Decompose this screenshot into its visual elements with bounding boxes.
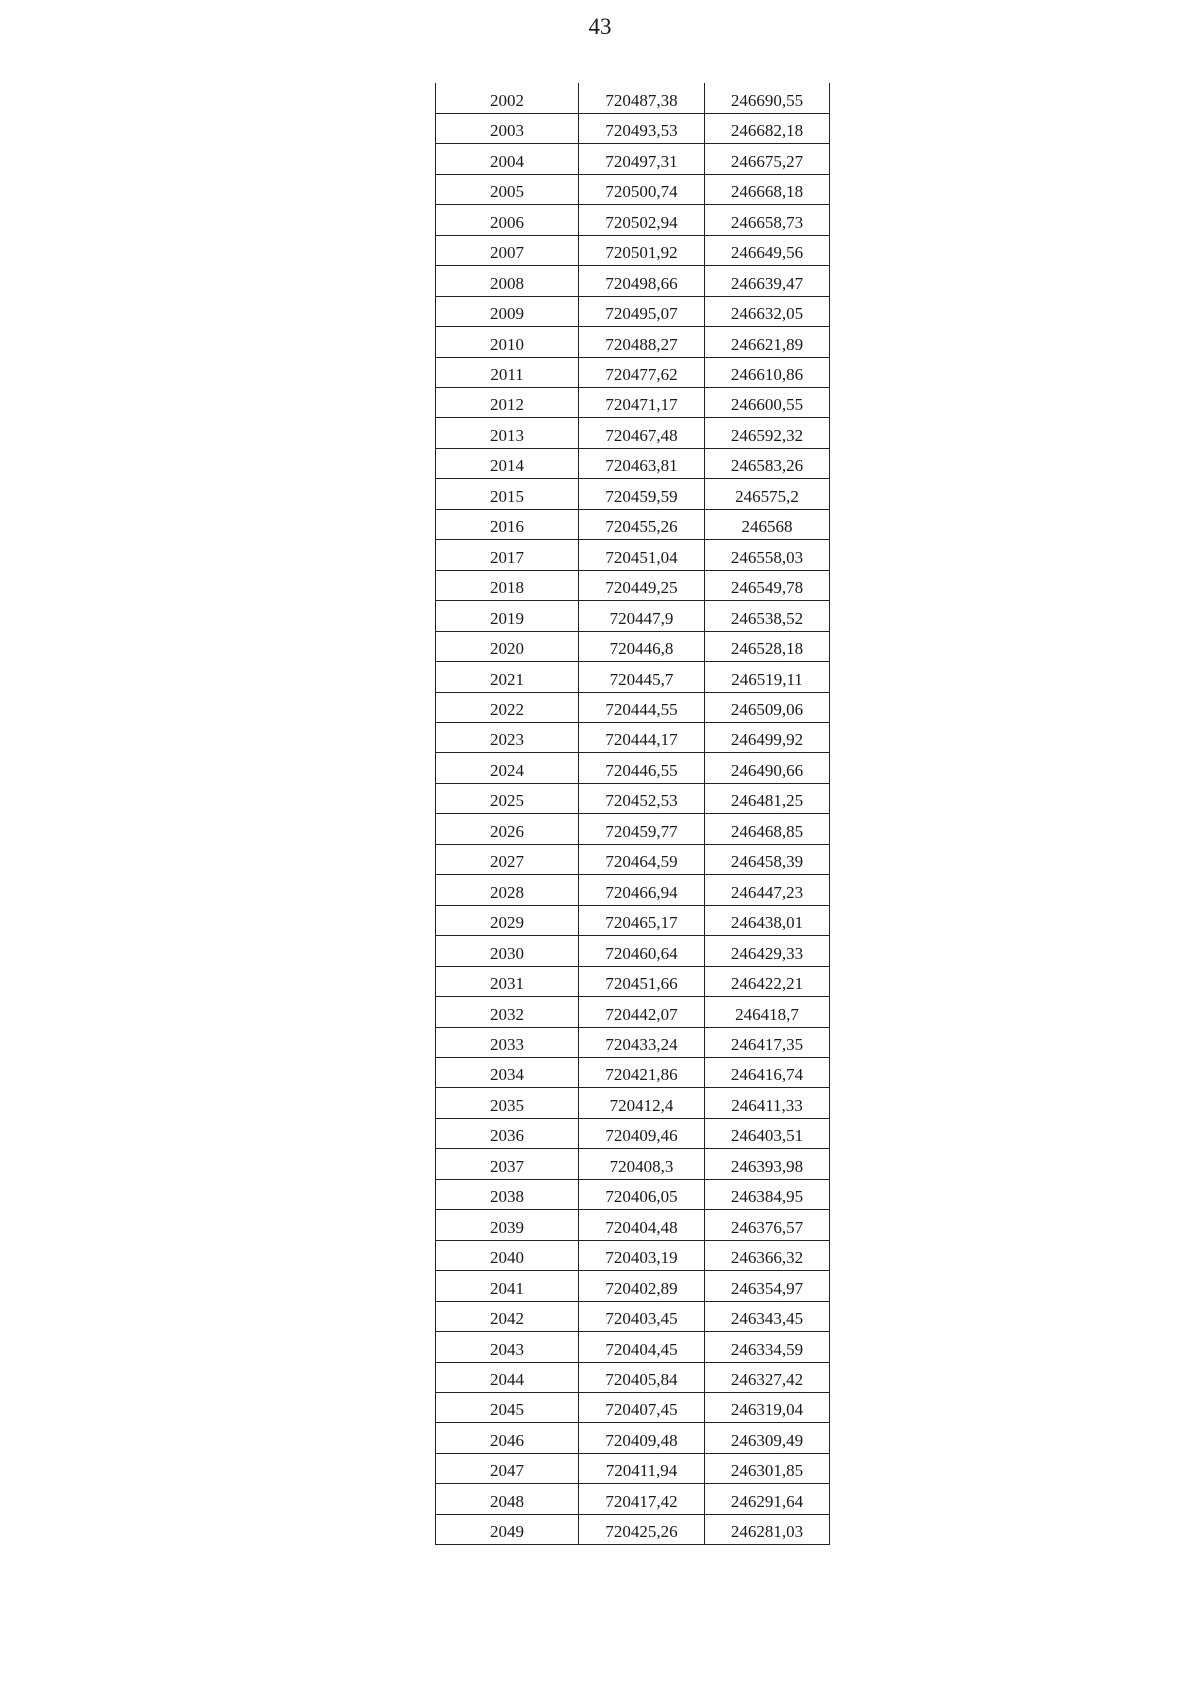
point-number-cell: 2040 <box>436 1240 579 1270</box>
x-coordinate-cell: 720403,19 <box>579 1240 705 1270</box>
x-coordinate-cell: 720446,55 <box>579 753 705 783</box>
y-coordinate-cell: 246690,55 <box>705 83 830 113</box>
x-coordinate-cell: 720459,77 <box>579 814 705 844</box>
table-row <box>436 83 830 113</box>
y-coordinate-cell: 246549,78 <box>705 570 830 600</box>
point-number-cell: 2013 <box>436 418 579 448</box>
y-coordinate-cell: 246538,52 <box>705 601 830 631</box>
table-row <box>436 601 830 631</box>
y-coordinate-cell: 246568 <box>705 509 830 539</box>
x-coordinate-cell: 720403,45 <box>579 1301 705 1331</box>
point-number-cell: 2045 <box>436 1392 579 1422</box>
table-row <box>436 113 830 143</box>
point-number-cell: 2011 <box>436 357 579 387</box>
point-number-cell: 2005 <box>436 174 579 204</box>
x-coordinate-cell: 720425,26 <box>579 1514 705 1544</box>
y-coordinate-cell: 246621,89 <box>705 327 830 357</box>
table-row <box>436 1362 830 1392</box>
y-coordinate-cell: 246301,85 <box>705 1453 830 1483</box>
point-number-cell: 2009 <box>436 296 579 326</box>
y-coordinate-cell: 246384,95 <box>705 1179 830 1209</box>
y-coordinate-cell: 246600,55 <box>705 388 830 418</box>
table-row <box>436 1088 830 1118</box>
table-row <box>436 296 830 326</box>
table-row <box>436 753 830 783</box>
point-number-cell: 2041 <box>436 1271 579 1301</box>
table-row <box>436 1332 830 1362</box>
y-coordinate-cell: 246447,23 <box>705 875 830 905</box>
table-row <box>436 1210 830 1240</box>
point-number-cell: 2038 <box>436 1179 579 1209</box>
x-coordinate-cell: 720433,24 <box>579 1027 705 1057</box>
table-row <box>436 174 830 204</box>
x-coordinate-cell: 720497,31 <box>579 144 705 174</box>
point-number-cell: 2010 <box>436 327 579 357</box>
x-coordinate-cell: 720405,84 <box>579 1362 705 1392</box>
point-number-cell: 2042 <box>436 1301 579 1331</box>
y-coordinate-cell: 246490,66 <box>705 753 830 783</box>
y-coordinate-cell: 246429,33 <box>705 936 830 966</box>
table-row <box>436 327 830 357</box>
y-coordinate-cell: 246468,85 <box>705 814 830 844</box>
table-row <box>436 448 830 478</box>
table-row <box>436 723 830 753</box>
x-coordinate-cell: 720446,8 <box>579 631 705 661</box>
x-coordinate-cell: 720404,48 <box>579 1210 705 1240</box>
y-coordinate-cell: 246334,59 <box>705 1332 830 1362</box>
x-coordinate-cell: 720409,48 <box>579 1423 705 1453</box>
x-coordinate-cell: 720442,07 <box>579 997 705 1027</box>
x-coordinate-cell: 720444,55 <box>579 692 705 722</box>
table-row <box>436 814 830 844</box>
table-row <box>436 966 830 996</box>
y-coordinate-cell: 246393,98 <box>705 1149 830 1179</box>
table-row <box>436 844 830 874</box>
x-coordinate-cell: 720501,92 <box>579 235 705 265</box>
table-row <box>436 1058 830 1088</box>
y-coordinate-cell: 246327,42 <box>705 1362 830 1392</box>
table-row <box>436 936 830 966</box>
table-row <box>436 205 830 235</box>
x-coordinate-cell: 720487,38 <box>579 83 705 113</box>
point-number-cell: 2048 <box>436 1484 579 1514</box>
point-number-cell: 2014 <box>436 448 579 478</box>
y-coordinate-cell: 246458,39 <box>705 844 830 874</box>
x-coordinate-cell: 720445,7 <box>579 662 705 692</box>
x-coordinate-cell: 720402,89 <box>579 1271 705 1301</box>
point-number-cell: 2004 <box>436 144 579 174</box>
point-number-cell: 2031 <box>436 966 579 996</box>
table-row <box>436 479 830 509</box>
point-number-cell: 2006 <box>436 205 579 235</box>
x-coordinate-cell: 720459,59 <box>579 479 705 509</box>
x-coordinate-cell: 720452,53 <box>579 783 705 813</box>
x-coordinate-cell: 720466,94 <box>579 875 705 905</box>
point-number-cell: 2049 <box>436 1514 579 1544</box>
x-coordinate-cell: 720477,62 <box>579 357 705 387</box>
y-coordinate-cell: 246418,7 <box>705 997 830 1027</box>
y-coordinate-cell: 246632,05 <box>705 296 830 326</box>
y-coordinate-cell: 246281,03 <box>705 1514 830 1544</box>
point-number-cell: 2047 <box>436 1453 579 1483</box>
x-coordinate-cell: 720465,17 <box>579 905 705 935</box>
point-number-cell: 2002 <box>436 83 579 113</box>
table-row <box>436 540 830 570</box>
coordinates-table-body <box>436 83 830 1545</box>
point-number-cell: 2027 <box>436 844 579 874</box>
point-number-cell: 2046 <box>436 1423 579 1453</box>
point-number-cell: 2035 <box>436 1088 579 1118</box>
table-row <box>436 1118 830 1148</box>
table-row <box>436 1423 830 1453</box>
point-number-cell: 2028 <box>436 875 579 905</box>
y-coordinate-cell: 246417,35 <box>705 1027 830 1057</box>
table-row <box>436 509 830 539</box>
x-coordinate-cell: 720409,46 <box>579 1118 705 1148</box>
point-number-cell: 2026 <box>436 814 579 844</box>
point-number-cell: 2037 <box>436 1149 579 1179</box>
x-coordinate-cell: 720493,53 <box>579 113 705 143</box>
x-coordinate-cell: 720411,94 <box>579 1453 705 1483</box>
x-coordinate-cell: 720407,45 <box>579 1392 705 1422</box>
point-number-cell: 2024 <box>436 753 579 783</box>
point-number-cell: 2029 <box>436 905 579 935</box>
table-row <box>436 875 830 905</box>
point-number-cell: 2034 <box>436 1058 579 1088</box>
point-number-cell: 2017 <box>436 540 579 570</box>
point-number-cell: 2018 <box>436 570 579 600</box>
table-row <box>436 997 830 1027</box>
x-coordinate-cell: 720502,94 <box>579 205 705 235</box>
coordinates-table <box>435 83 830 1545</box>
y-coordinate-cell: 246411,33 <box>705 1088 830 1118</box>
y-coordinate-cell: 246366,32 <box>705 1240 830 1270</box>
table-row <box>436 1240 830 1270</box>
y-coordinate-cell: 246675,27 <box>705 144 830 174</box>
y-coordinate-cell: 246583,26 <box>705 448 830 478</box>
table-row <box>436 1301 830 1331</box>
point-number-cell: 2033 <box>436 1027 579 1057</box>
y-coordinate-cell: 246343,45 <box>705 1301 830 1331</box>
table-row <box>436 905 830 935</box>
y-coordinate-cell: 246610,86 <box>705 357 830 387</box>
table-row <box>436 570 830 600</box>
x-coordinate-cell: 720404,45 <box>579 1332 705 1362</box>
x-coordinate-cell: 720451,04 <box>579 540 705 570</box>
point-number-cell: 2021 <box>436 662 579 692</box>
point-number-cell: 2025 <box>436 783 579 813</box>
x-coordinate-cell: 720421,86 <box>579 1058 705 1088</box>
y-coordinate-cell: 246376,57 <box>705 1210 830 1240</box>
y-coordinate-cell: 246658,73 <box>705 205 830 235</box>
x-coordinate-cell: 720467,48 <box>579 418 705 448</box>
y-coordinate-cell: 246509,06 <box>705 692 830 722</box>
point-number-cell: 2015 <box>436 479 579 509</box>
table-row <box>436 1149 830 1179</box>
x-coordinate-cell: 720500,74 <box>579 174 705 204</box>
y-coordinate-cell: 246319,04 <box>705 1392 830 1422</box>
x-coordinate-cell: 720447,9 <box>579 601 705 631</box>
table-row <box>436 1392 830 1422</box>
y-coordinate-cell: 246682,18 <box>705 113 830 143</box>
x-coordinate-cell: 720451,66 <box>579 966 705 996</box>
point-number-cell: 2036 <box>436 1118 579 1148</box>
point-number-cell: 2003 <box>436 113 579 143</box>
y-coordinate-cell: 246291,64 <box>705 1484 830 1514</box>
y-coordinate-cell: 246416,74 <box>705 1058 830 1088</box>
page-number: 43 <box>588 14 612 39</box>
table-row <box>436 783 830 813</box>
x-coordinate-cell: 720449,25 <box>579 570 705 600</box>
point-number-cell: 2020 <box>436 631 579 661</box>
table-row <box>436 266 830 296</box>
table-row <box>436 144 830 174</box>
y-coordinate-cell: 246354,97 <box>705 1271 830 1301</box>
x-coordinate-cell: 720417,42 <box>579 1484 705 1514</box>
table-row <box>436 388 830 418</box>
x-coordinate-cell: 720412,4 <box>579 1088 705 1118</box>
y-coordinate-cell: 246558,03 <box>705 540 830 570</box>
x-coordinate-cell: 720406,05 <box>579 1179 705 1209</box>
y-coordinate-cell: 246519,11 <box>705 662 830 692</box>
point-number-cell: 2030 <box>436 936 579 966</box>
point-number-cell: 2016 <box>436 509 579 539</box>
table-row <box>436 357 830 387</box>
x-coordinate-cell: 720498,66 <box>579 266 705 296</box>
point-number-cell: 2012 <box>436 388 579 418</box>
y-coordinate-cell: 246668,18 <box>705 174 830 204</box>
y-coordinate-cell: 246309,49 <box>705 1423 830 1453</box>
table-row <box>436 1027 830 1057</box>
x-coordinate-cell: 720488,27 <box>579 327 705 357</box>
table-row <box>436 418 830 448</box>
table-row <box>436 692 830 722</box>
y-coordinate-cell: 246499,92 <box>705 723 830 753</box>
y-coordinate-cell: 246481,25 <box>705 783 830 813</box>
point-number-cell: 2008 <box>436 266 579 296</box>
table-row <box>436 235 830 265</box>
y-coordinate-cell: 246438,01 <box>705 905 830 935</box>
point-number-cell: 2007 <box>436 235 579 265</box>
x-coordinate-cell: 720495,07 <box>579 296 705 326</box>
table-row <box>436 1453 830 1483</box>
table-row <box>436 1484 830 1514</box>
y-coordinate-cell: 246403,51 <box>705 1118 830 1148</box>
y-coordinate-cell: 246575,2 <box>705 479 830 509</box>
table-row <box>436 631 830 661</box>
x-coordinate-cell: 720471,17 <box>579 388 705 418</box>
x-coordinate-cell: 720455,26 <box>579 509 705 539</box>
y-coordinate-cell: 246422,21 <box>705 966 830 996</box>
y-coordinate-cell: 246592,32 <box>705 418 830 448</box>
point-number-cell: 2039 <box>436 1210 579 1240</box>
y-coordinate-cell: 246528,18 <box>705 631 830 661</box>
table-row <box>436 1514 830 1544</box>
x-coordinate-cell: 720444,17 <box>579 723 705 753</box>
x-coordinate-cell: 720463,81 <box>579 448 705 478</box>
table-row <box>436 662 830 692</box>
point-number-cell: 2044 <box>436 1362 579 1392</box>
table-row <box>436 1179 830 1209</box>
point-number-cell: 2019 <box>436 601 579 631</box>
point-number-cell: 2022 <box>436 692 579 722</box>
point-number-cell: 2023 <box>436 723 579 753</box>
x-coordinate-cell: 720408,3 <box>579 1149 705 1179</box>
point-number-cell: 2043 <box>436 1332 579 1362</box>
point-number-cell: 2032 <box>436 997 579 1027</box>
y-coordinate-cell: 246639,47 <box>705 266 830 296</box>
y-coordinate-cell: 246649,56 <box>705 235 830 265</box>
table-row <box>436 1271 830 1301</box>
x-coordinate-cell: 720464,59 <box>579 844 705 874</box>
x-coordinate-cell: 720460,64 <box>579 936 705 966</box>
